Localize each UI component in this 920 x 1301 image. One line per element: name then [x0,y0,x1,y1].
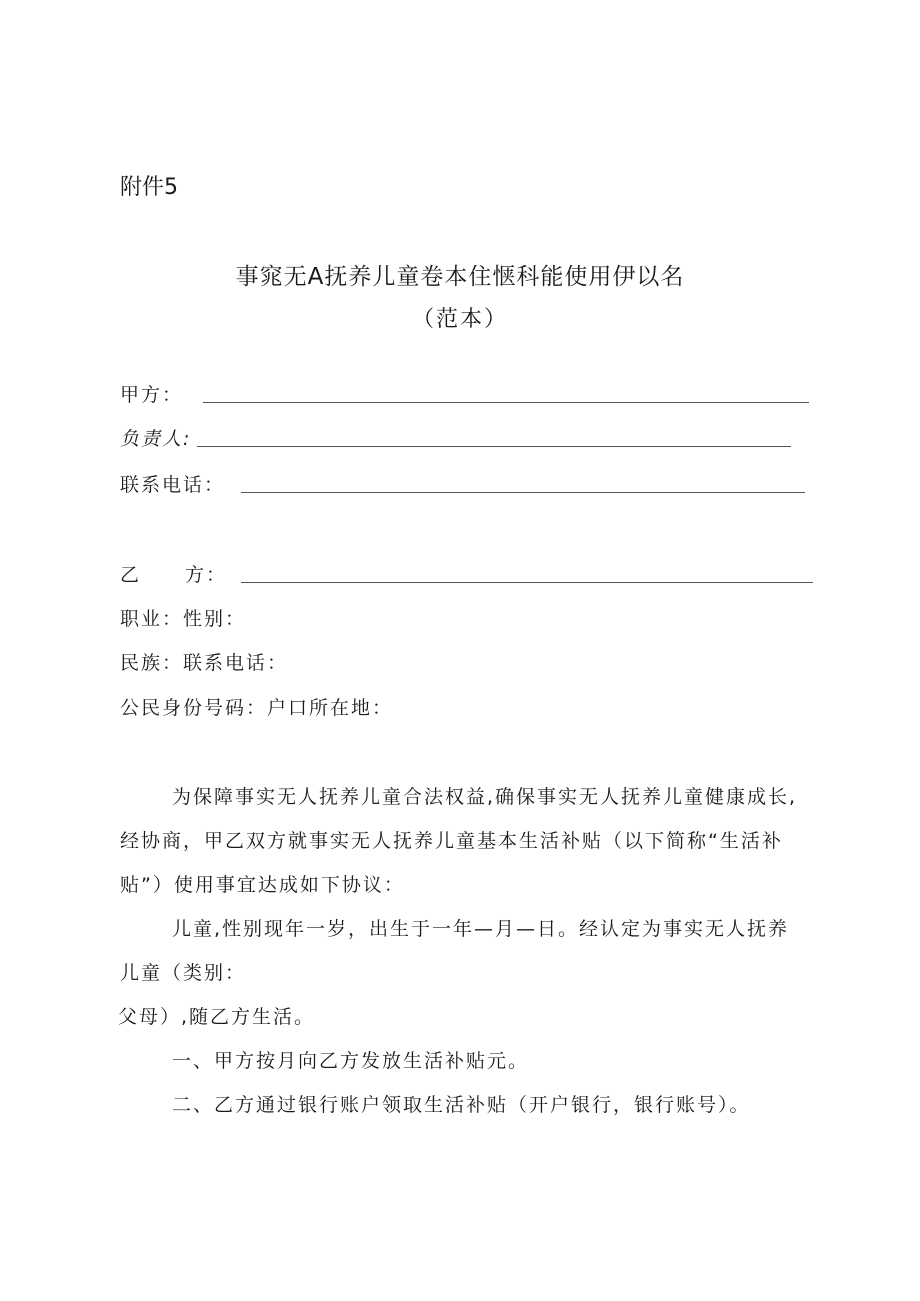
party-a-blank-line [203,402,809,403]
party-a-phone-label: 联系电话： [120,474,226,496]
responsible-person-blank-line [197,446,791,447]
party-b-blank-line [241,582,813,583]
para1-line2: 经协商，甲乙双方就事实无人抚养儿童基本生活补贴（以下简称“生活补 [120,830,783,852]
ethnicity-phone-line: 民族：联系电话： [120,652,289,674]
clause-1: 一、甲方按月向乙方发放生活补贴元。 [172,1050,530,1072]
para2-line1: 儿童,性别现年一岁，出生于一年—月—日。经认定为事实无人抚养 [172,918,790,940]
party-a-label: 甲方： [120,384,184,406]
document-title: 事窕无A抚养儿童卷本住惬科能使用伊以名 [235,264,685,290]
party-a-phone-blank-line [241,492,805,493]
attachment-number: 附件5 [120,175,178,200]
party-a-field [120,380,809,407]
party-a-phone-field [120,470,805,497]
party-b-label-second: 方： [185,564,228,586]
document-subtitle: （范本） [411,307,508,332]
occupation-gender-line: 职业：性别： [120,608,247,630]
party-b-label-first: 乙 [120,564,142,586]
clause-2: 二、乙方通过银行账户领取生活补贴（开户银行，银行账号）。 [172,1094,751,1116]
para2-line3: 父母）,随乙方生活。 [118,1006,316,1028]
responsible-person-field [120,424,791,451]
para2-line2: 儿童（类别： [120,962,247,984]
para1-line3: 贴”）使用事宜达成如下协议： [120,874,405,896]
para1-line1: 为保障事实无人抚养儿童合法权益,确保事实无人抚养儿童健康成长, [172,786,798,808]
id-household-line: 公民身份号码：户口所在地： [120,697,394,719]
responsible-person-label: 负责人: [120,428,192,450]
party-b-field [120,560,813,587]
